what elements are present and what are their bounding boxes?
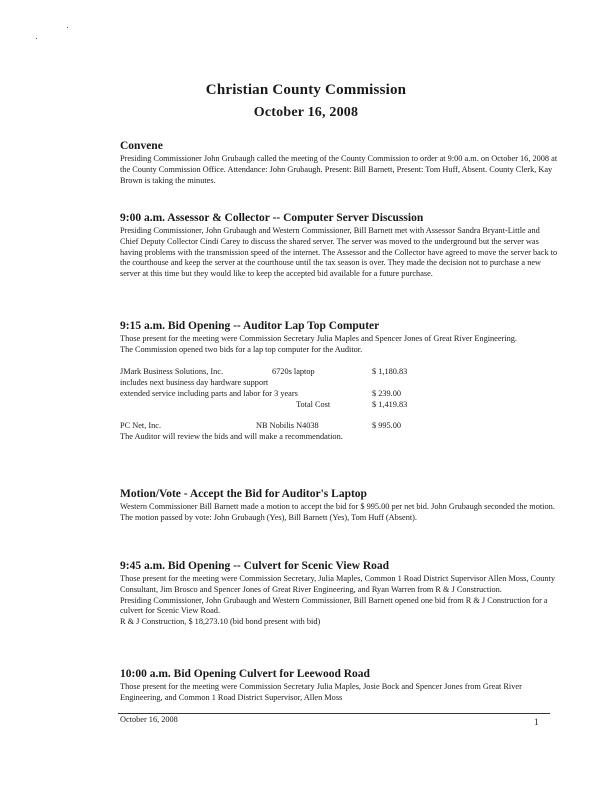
section-culvert-scenic-view <box>120 560 560 628</box>
bid-row <box>120 378 560 389</box>
page-number: 1 <box>534 717 539 727</box>
section-text: Western Commissioner Bill Barnett made a motion to accept the bid for $ 995.00 per net bid. John Grubaugh seconded the motion. The motion passed by vote: John Grubaugh (Yes), Bill Barnett (Yes), Tom Huff (Absent). <box>120 502 555 522</box>
section-heading: 9:45 a.m. Bid Opening -- Culvert for Scenic View Road <box>120 560 390 572</box>
bid-row <box>120 367 560 378</box>
section-motion <box>120 488 560 524</box>
section-convene <box>120 140 560 186</box>
section-heading: 10:00 a.m. Bid Opening Culvert for Leewood Road <box>120 668 370 680</box>
bid-price: $ 995.00 <box>372 420 402 430</box>
section-text: The Auditor will review the bids and will make a recommendation. <box>120 431 343 441</box>
section-heading: Motion/Vote - Accept the Bid for Auditor's Laptop <box>120 488 367 500</box>
section-assessor <box>120 212 560 280</box>
bid-model: 6720s laptop <box>272 366 315 376</box>
document-date: October 16, 2008 <box>253 105 359 120</box>
footer-date: October 16, 2008 <box>120 715 178 724</box>
section-text: Presiding Commissioner, John Grubaugh and Western Commissioner, Bill Barnett opened one bid from R & J Construction for a culvert for Scenic View Road. <box>120 595 548 616</box>
section-text: Those present for the meeting were Commission Secretary Julia Maples, Josie Bock and Spencer Jones from Great River Engineering, and Common 1 Road District Supervisor, Allen Moss <box>120 682 522 702</box>
total-label: Total Cost <box>296 399 331 409</box>
section-heading: 9:15 a.m. Bid Opening -- Auditor Lap Top Computer <box>120 320 380 332</box>
section-text: Those present for the meeting were Commission Secretary Julia Maples and Spencer Jones of Great River Engineering. <box>120 334 517 343</box>
section-culvert-leewood <box>120 668 560 704</box>
bid-row <box>120 389 560 400</box>
bid-model: NB Nobilis N4038 <box>256 420 319 430</box>
scan-speck <box>67 27 68 28</box>
section-text: The Commission opened two bids for a lap top computer for the Auditor. <box>120 344 363 354</box>
bid-total-row <box>120 400 560 411</box>
section-heading: 9:00 a.m. Assessor & Collector -- Computer Server Discussion <box>120 212 424 224</box>
footer-divider <box>118 713 550 714</box>
bid-price: $ 1,180.83 <box>372 366 408 376</box>
document-title: Christian County Commission <box>205 82 407 98</box>
scan-speck <box>36 38 37 39</box>
section-text: R & J Construction, $ 18,273.10 (bid bond present with bid) <box>120 617 321 627</box>
bid-detail: extended service including parts and labor for 3 years <box>120 388 298 398</box>
bid-detail: includes next business day hardware support <box>120 377 269 387</box>
section-text: Presiding Commissioner, John Grubaugh and Western Commissioner, Bill Barnett met with Assessor Sandra Bryant-Little and Chief Deputy Collector Cindi Carey to discuss the shared server. The server was moved to the underground but the server was having problems with the transmission speed of the internet. The Assessor and the Collector have agreed to move the server back to the courthouse and keep the server at the courthouse until the tax season is over. They made the decision not to purchase a new server at this time but they would like to keep the accepted bid available for a future purchase. <box>120 226 558 279</box>
section-text: Those present for the meeting were Commission Secretary, Julia Maples, Common 1 Road District Supervisor Allen Moss, County Consultant, Jim Brosco and Spencer Jones of Great River Engineering, and Ryan Warren from R & J Construction. <box>120 574 555 594</box>
bid-vendor: PC Net, Inc. <box>120 420 162 430</box>
section-text: Presiding Commissioner John Grubaugh called the meeting of the County Commission to order at 9:00 a.m. on October 16, 2008 at the County Commission Office. Attendance: John Grubaugh. Present: Bill Barnett, Present: Tom Huff, Absent. County Clerk, Kay Brown is taking the minutes. <box>120 154 558 185</box>
section-heading: Convene <box>120 140 163 152</box>
bid-row <box>120 421 560 432</box>
section-laptop-bid <box>120 320 560 442</box>
bid-extra-price: $ 239.00 <box>372 388 402 398</box>
bid-vendor: JMark Business Solutions, Inc. <box>120 366 224 376</box>
total-value: $ 1,419.83 <box>372 399 408 409</box>
